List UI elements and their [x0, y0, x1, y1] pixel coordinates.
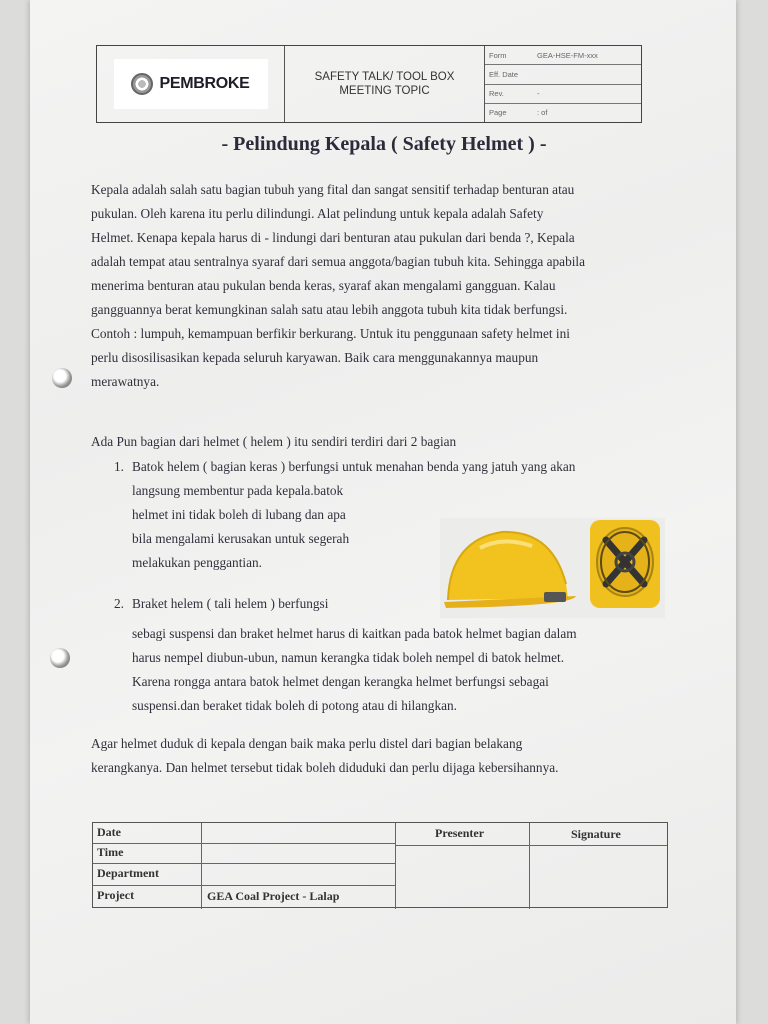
form-row — [485, 46, 641, 65]
text-line: Helmet. Kenapa kepala harus di - lindungi dari benturan atau pukulan dari benda ?, Kepala — [91, 230, 575, 245]
paragraph-intro — [91, 178, 671, 394]
text-line: langsung membentur pada kepala.batok — [132, 483, 344, 498]
text-line: Contoh : lumpuh, kemampuan berfikir berkurang. Untuk itu penggunaan safety helmet ini — [91, 326, 570, 341]
list-number: 2. — [114, 596, 124, 611]
form-row-label: Page — [489, 108, 507, 118]
helmet-icon — [440, 518, 665, 618]
form-row-label: Form — [489, 50, 507, 60]
text-line: merawatnya. — [91, 374, 160, 389]
text-line: kerangkanya. Dan helmet tersebut tidak boleh diduduki dan perlu dijaga kebersihannya. — [91, 760, 559, 775]
document-header-table — [96, 45, 642, 123]
text-line: gangguannya berat kemungkinan salah satu atau lebih anggota tubuh kita tidak berfungsi. — [91, 302, 568, 317]
text-line: Batok helem ( bagian keras ) berfungsi untuk menahan benda yang jatuh yang akan — [132, 459, 576, 474]
doc-title-line2: MEETING TOPIC — [339, 85, 430, 97]
punch-hole-top — [52, 368, 72, 388]
form-row — [485, 65, 641, 84]
form-info-cell — [485, 46, 641, 122]
text-line: harus nempel diubun-ubun, namun kerangka tidak boleh nempel di batok helmet. — [132, 650, 565, 665]
form-row-label: Eff. Date — [489, 69, 519, 79]
text-line: bila mengalami kerusakan untuk segerah — [132, 531, 350, 546]
form-row-value: : of — [537, 108, 548, 118]
department-label: Department — [97, 866, 159, 880]
form-row-value: GEA-HSE-FM-xxx — [537, 50, 598, 60]
helmet-illustration — [440, 518, 665, 618]
time-label: Time — [97, 845, 124, 859]
text-line: helmet ini tidak boleh di lubang dan apa — [132, 507, 346, 522]
signature-label: Signature — [571, 827, 621, 841]
doc-title-line1: SAFETY TALK/ TOOL BOX — [314, 71, 455, 83]
page-title: - Pelindung Kepala ( Safety Helmet ) - — [221, 133, 547, 155]
text-line: Braket helem ( tali helem ) berfungsi — [132, 596, 329, 611]
date-label: Date — [97, 825, 121, 839]
presenter-label: Presenter — [435, 826, 485, 840]
text-line: menerima benturan atau pukulan benda keras, syaraf akan mengalami gangguan. Kalau — [91, 278, 556, 293]
parts-intro: Ada Pun bagian dari helmet ( helem ) itu sendiri terdiri dari 2 bagian — [91, 434, 457, 449]
logo-cell — [97, 46, 285, 122]
pembroke-emblem-icon — [131, 73, 153, 95]
doc-title-cell — [285, 46, 485, 122]
project-label: Project — [97, 888, 135, 902]
form-row-value: - — [537, 89, 540, 99]
text-line: suspensi.dan beraket tidak boleh di potong atau di hilangkan. — [132, 698, 457, 713]
text-line: pukulan. Oleh karena itu perlu dilindungi. Alat pelindung untuk kepala adalah Safety — [91, 206, 544, 221]
logo-text: PEMBROKE — [159, 75, 250, 92]
text-line: Karena rongga antara batok helmet dengan kerangka helmet berfungsi sebagai — [132, 674, 549, 689]
text-line: melakukan penggantian. — [132, 555, 262, 570]
text-line: adalah tempat atau sentralnya syaraf dari semua anggota/bagian tubuh kita. Sehingga apabila — [91, 254, 586, 269]
project-value: GEA Coal Project - Lalap — [207, 889, 340, 903]
form-row-label: Rev. — [489, 89, 504, 99]
form-row — [485, 85, 641, 104]
attendance-table — [92, 822, 668, 908]
text-line: Agar helmet duduk di kepala dengan baik maka perlu distel dari bagian belakang — [91, 736, 523, 751]
form-row — [485, 104, 641, 122]
punch-hole-bottom — [50, 648, 70, 668]
text-line: sebagi suspensi dan braket helmet harus di kaitkan pada batok helmet bagian dalam — [132, 626, 577, 641]
text-line: perlu disosilisasikan kepada seluruh karyawan. Baik cara menggunakannya maupun — [91, 350, 539, 365]
list-number: 1. — [114, 459, 124, 474]
company-logo — [114, 59, 268, 109]
paragraph-closing — [91, 732, 671, 780]
text-line: Kepala adalah salah satu bagian tubuh yang fital dan sangat sensitif terhadap benturan atau — [91, 182, 575, 197]
